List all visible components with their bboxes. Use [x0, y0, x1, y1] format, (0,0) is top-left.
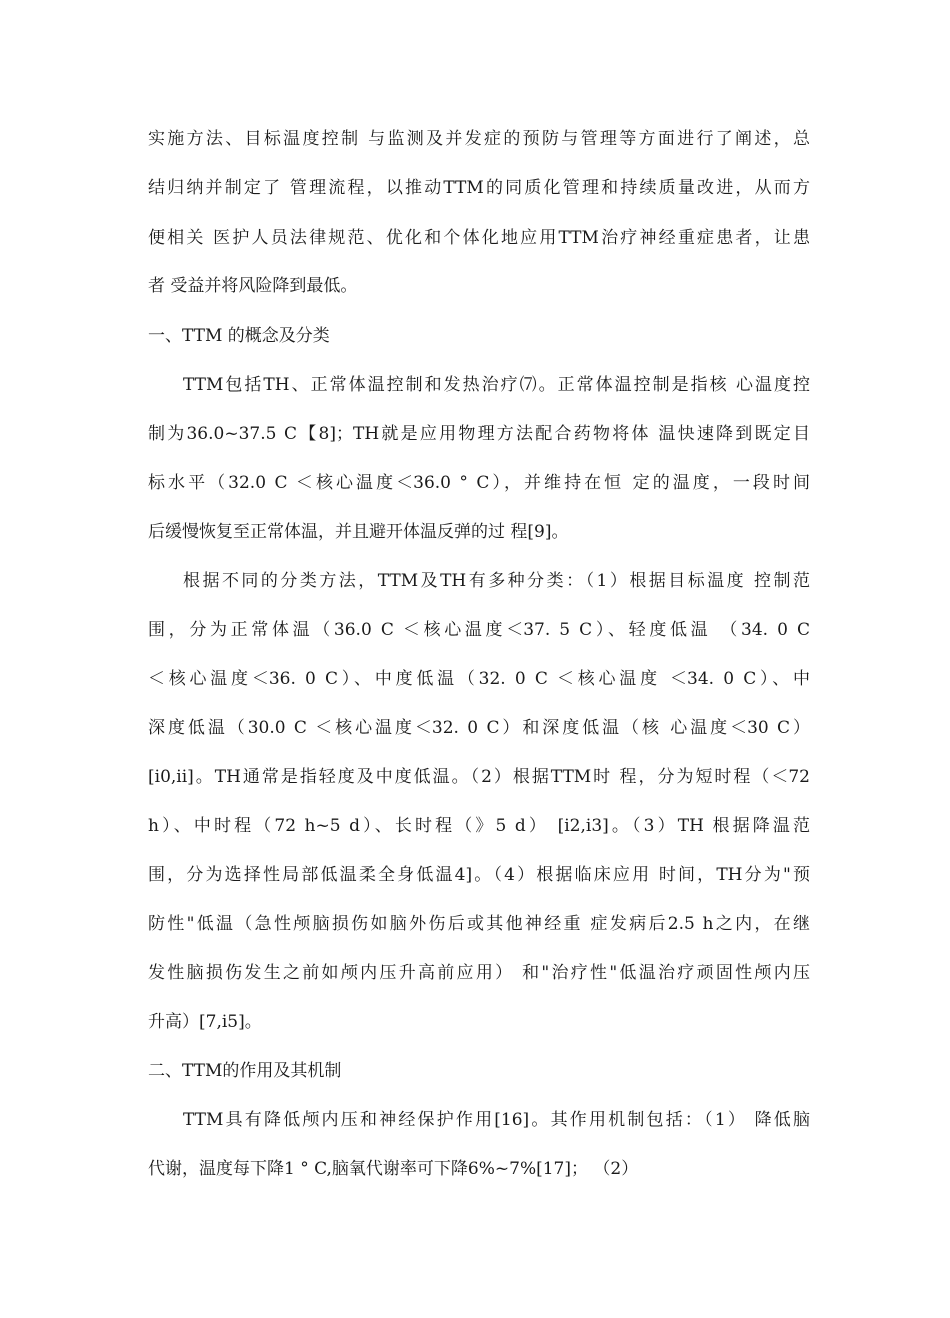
- intro-line-4: 者 受益并将风险降到最低。: [148, 276, 358, 296]
- s1-p2-line-1: 根据不同的分类方法，TTM及TH有多种分类：（1）根据目标温度 控制范: [183, 571, 810, 591]
- section-2-heading: 二、TTM的作用及其机制: [148, 1061, 342, 1081]
- intro-line-2: 结归纳并制定了 管理流程，以推动TTM的同质化管理和持续质量改进，从而方: [148, 178, 810, 198]
- section-1-heading: 一、TTM 的概念及分类: [148, 326, 330, 346]
- s1-p2-line-5: [i0,ii]。TH通常是指轻度及中度低温。（2）根据TTM时 程，分为短时程（＜72: [148, 767, 810, 787]
- s2-p1-line-1: TTM具有降低颅内压和神经保护作用[16]。其作用机制包括：（1） 降低脑: [183, 1110, 810, 1130]
- s1-p1-line-4: 后缓慢恢复至正常体温，并且避开体温反弹的过 程[9]。: [148, 522, 569, 542]
- s1-p2-line-9: 发性脑损伤发生之前如颅内压升高前应用） 和"治疗性"低温治疗顽固性颅内压: [148, 963, 810, 983]
- s1-p1-line-1: TTM包括TH、正常体温控制和发热治疗⑺。正常体温控制是指核 心温度控: [183, 375, 810, 395]
- intro-line-3: 便相关 医护人员法律规范、优化和个体化地应用TTM治疗神经重症患者，让患: [148, 228, 810, 248]
- s1-p2-line-3: ＜核心温度＜36. 0 C）、中度低温（32. 0 C ＜核心温度 ＜34. 0 C）、中: [148, 669, 810, 689]
- s1-p2-line-2: 围，分为正常体温（36.0 C ＜核心温度＜37. 5 C）、轻度低温 （34. 0 C: [148, 620, 810, 640]
- s1-p1-line-3: 标水平（32.0 C ＜核心温度＜36.0 ° C），并维持在恒 定的温度，一段时间: [148, 473, 810, 493]
- s1-p2-line-10: 升高）[7,i5]。: [148, 1012, 262, 1032]
- s1-p2-line-7: 围，分为选择性局部低温柔全身低温4]。（4）根据临床应用 时间，TH分为"预: [148, 865, 810, 885]
- s1-p2-line-4: 深度低温（30.0 C ＜核心温度＜32. 0 C）和深度低温（核 心温度＜30 C）: [148, 718, 810, 738]
- intro-line-1: 实施方法、目标温度控制 与监测及并发症的预防与管理等方面进行了阐述，总: [148, 129, 810, 149]
- s1-p2-line-8: 防性"低温（急性颅脑损伤如脑外伤后或其他神经重 症发病后2.5 h之内，在继: [148, 914, 810, 934]
- s1-p1-line-2: 制为36.0~37.5 C【8]；TH就是应用物理方法配合药物将体 温快速降到既定目: [148, 424, 810, 444]
- s2-p1-line-2: 代谢，温度每下降1 ° C,脑氧代谢率可下降6%~7%[17]； （2）: [148, 1159, 639, 1179]
- s1-p2-line-6: h）、中时程（72 h~5 d）、长时程（》5 d） [i2,i3]。（3）TH 根据降温范: [148, 816, 810, 836]
